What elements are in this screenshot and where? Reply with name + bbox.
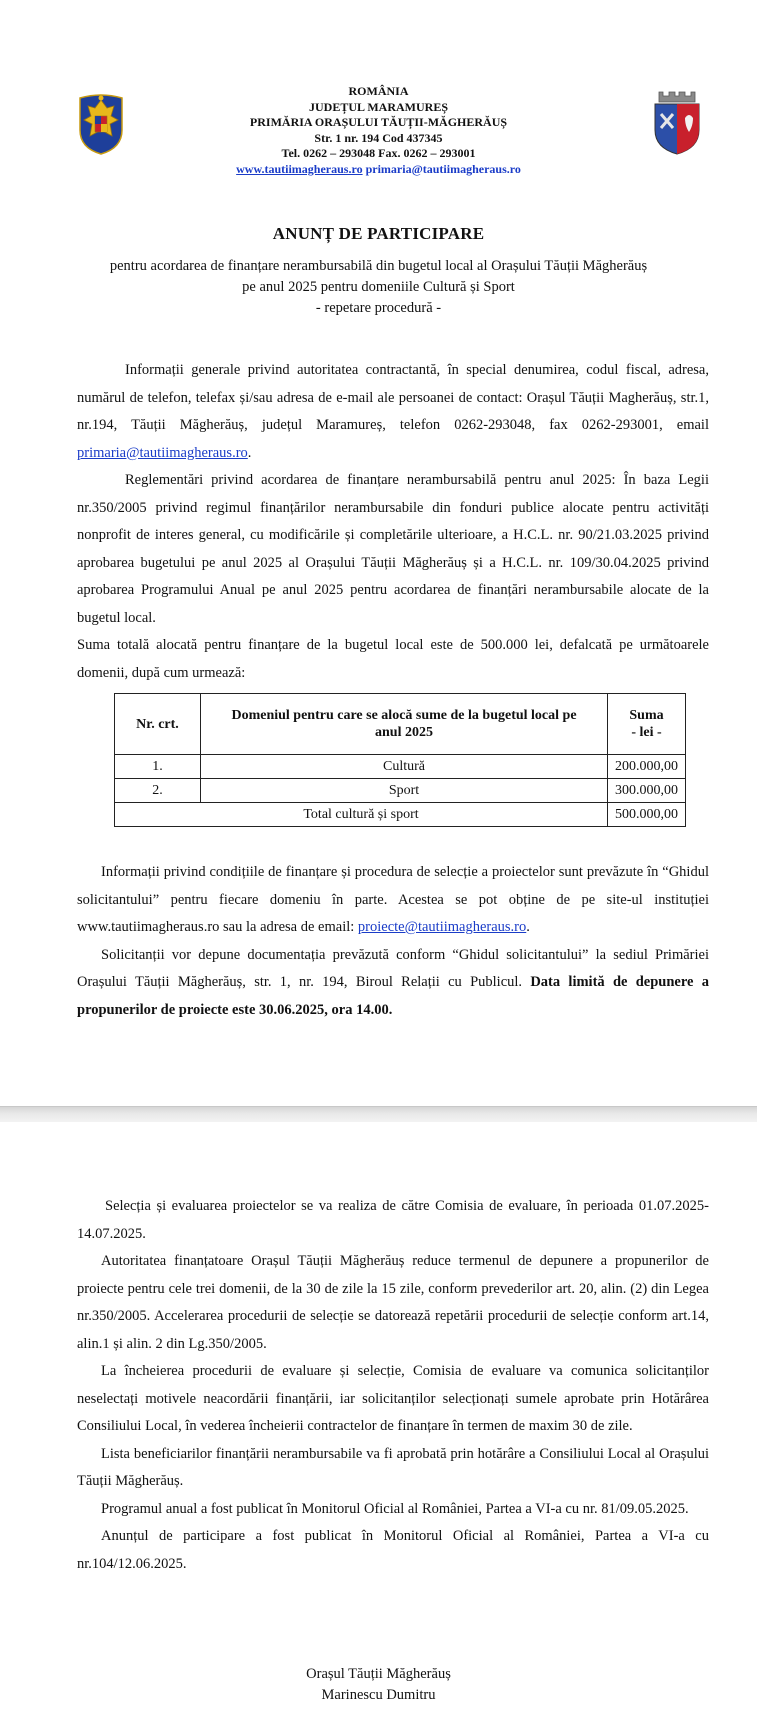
table-header-sum: Suma - lei -	[608, 694, 686, 755]
table-total-sum: 500.000,00	[608, 803, 686, 827]
table-cell-domain: Sport	[201, 779, 608, 803]
letterhead-contacts	[0, 162, 757, 178]
paragraph-regulations: Reglementări privind acordarea de finanțare nerambursabilă pentru anul 2025: În baza Legii nr.350/2005 privind regimul finanțărilor nerambursabile din fonduri publice alocate pentru activități nonprofit de interes general, cu modificările și completările ulterioare, a H.C.L. nr. 90/21.03.2025 privind aprobarea bugetului pe anul 2025 al Orașului Tăuții Măgherăuș și a H.C.L. nr. 109/30.04.2025 privind aprobarea Programului Anual pe anul 2025 pentru acordarea de finanțări nerambursabile alocate de la bugetul local.	[77, 472, 709, 626]
paragraph-submission: Solicitanții vor depune documentația prevăzută conform “Ghidul solicitantului” la sediul Primăriei Orașului Tăuții Măgherăuș, str. 1, nr. 194, Biroul Relații cu Publicul. Data limită de depunere a propunerilor de proiecte este 30.06.2025, ora 14.00.	[77, 946, 709, 1018]
page-title: ANUNȚ DE PARTICIPARE	[272, 224, 485, 243]
paragraph-evaluation-period: Selecția și evaluarea proiectelor se va realiza de către Comisia de evaluare, în perioada 01.07.2025-14.07.2025.	[77, 1198, 709, 1242]
table-header-nr: Nr. crt.	[115, 694, 201, 755]
letterhead-county: JUDEȚUL MARAMUREȘ	[308, 99, 448, 114]
paragraph-commission: La încheierea procedurii de evaluare și selecție, Comisia de evaluare va comunica solicitanților neselectați motivele neacordării finanțării, iar solicitanților selecționați sumele aprobate prin Hotărârea Consiliului Local, în vederea încheierii contractelor de finanțare în termen de maxim 30 de zile.	[77, 1363, 709, 1434]
letterhead-address: Str. 1 nr. 194 Cod 437345	[314, 130, 443, 145]
letterhead-phone-fax: Tel. 0262 – 293048 Fax. 0262 – 293001	[281, 146, 476, 160]
table-cell-sum: 200.000,00	[608, 755, 686, 779]
paragraph-deadline-reduction: Autoritatea finanțatoare Orașul Tăuții Măgherăuș reduce termenul de depunere a propunerilor de proiecte pentru cele trei domenii, de la 30 de zile la 15 zile, conform prevederilor art. 20, alin. (2) din Legea nr.350/2005. Accelerarea procedurii de selecție se datorează repetării procedurii de selecție conform art.14, alin.1 și alin. 2 din Lg.350/2005.	[77, 1253, 709, 1352]
body-section-3	[77, 1193, 709, 1578]
table-cell-nr: 2.	[115, 779, 201, 803]
body-section-2	[77, 859, 709, 1024]
website-link[interactable]: www.tautiimagheraus.ro	[236, 161, 363, 176]
contact-email-link[interactable]: primaria@tautiimagheraus.ro	[77, 444, 248, 461]
paragraph-beneficiaries: Lista beneficiarilor finanțării nerambursabile va fi aprobată prin hotărâre a Consiliului Local al Orașului Tăuții Măgherăuș.	[77, 1445, 709, 1489]
subtitle	[60, 256, 697, 319]
letterhead-country: ROMÂNIA	[348, 84, 409, 98]
table-header-domain: Domeniul pentru care se alocă sume de la bugetul local pe anul 2025	[201, 694, 608, 755]
paragraph-program-published: Programul anual a fost publicat în Monitorul Oficial al României, Partea a VI-a cu nr. 81/09.05.2025.	[101, 1500, 689, 1517]
letterhead-institution: PRIMĂRIA ORAȘULUI TĂUȚII-MĂGHERĂUȘ	[249, 115, 508, 129]
paragraph-announcement-published: Anunțul de participare a fost publicat în Monitorul Oficial al României, Partea a VI-a cu nr.104/12.06.2025.	[77, 1528, 709, 1572]
table-cell-nr: 1.	[115, 755, 201, 779]
institution-email: primaria@tautiimagheraus.ro	[365, 161, 521, 176]
paragraph-total-sum: Suma totală alocată pentru finanțare de la bugetul local este de 500.000 lei, defalcată pe următoarele domenii, după cum urmează:	[77, 637, 709, 681]
table-cell-sum: 300.000,00	[608, 779, 686, 803]
table-header-row	[115, 694, 686, 755]
table-total-row	[115, 803, 686, 827]
table-cell-domain: Cultură	[201, 755, 608, 779]
table-row	[115, 755, 686, 779]
paragraph-general-info: Informații generale privind autoritatea contractantă, în special denumirea, codul fiscal, adresa, numărul de telefon, telefax și/sau adresa de e-mail ale persoanei de contact: Orașul Tăuții Magherăuș, str.1, nr.194, Tăuții Măgherăuș, județul Maramureș, telefon 0262-293048, fax 0262-293001, email primaria@tautiimagheraus.ro.	[77, 362, 709, 461]
table-total-label: Total cultură și sport	[115, 803, 608, 827]
paragraph-conditions: Informații privind condițiile de finanțare și procedura de selecție a proiectelor sunt prevăzute în “Ghidul solicitantului” pentru fiecare domeniu în parte. Acestea se pot obține de pe site-ul instituției www.tautiimagheraus.ro sau la adresa de email: proiecte@tautiimagheraus.ro.	[77, 864, 709, 935]
subtitle-line-1: pentru acordarea de finanțare nerambursabilă din bugetul local al Orașului Tăuții Măgherăuș	[109, 258, 648, 274]
deadline-text: Data limită de depunere a propunerilor de proiecte este 30.06.2025, ora 14.00.	[77, 974, 709, 1018]
letterhead	[0, 84, 757, 177]
signature-block	[0, 1664, 757, 1706]
projects-email-link[interactable]: proiecte@tautiimagheraus.ro	[357, 919, 527, 935]
signature-institution: Orașul Tăuții Măgherăuș	[306, 1666, 451, 1682]
subtitle-line-2: pe anul 2025 pentru domeniile Cultură și Sport	[242, 279, 515, 295]
subtitle-line-3: - repetare procedură -	[315, 300, 442, 316]
body-section-1	[77, 357, 709, 687]
allocation-table	[114, 693, 686, 827]
table-row	[115, 779, 686, 803]
signature-name: Marinescu Dumitru	[321, 1687, 436, 1703]
